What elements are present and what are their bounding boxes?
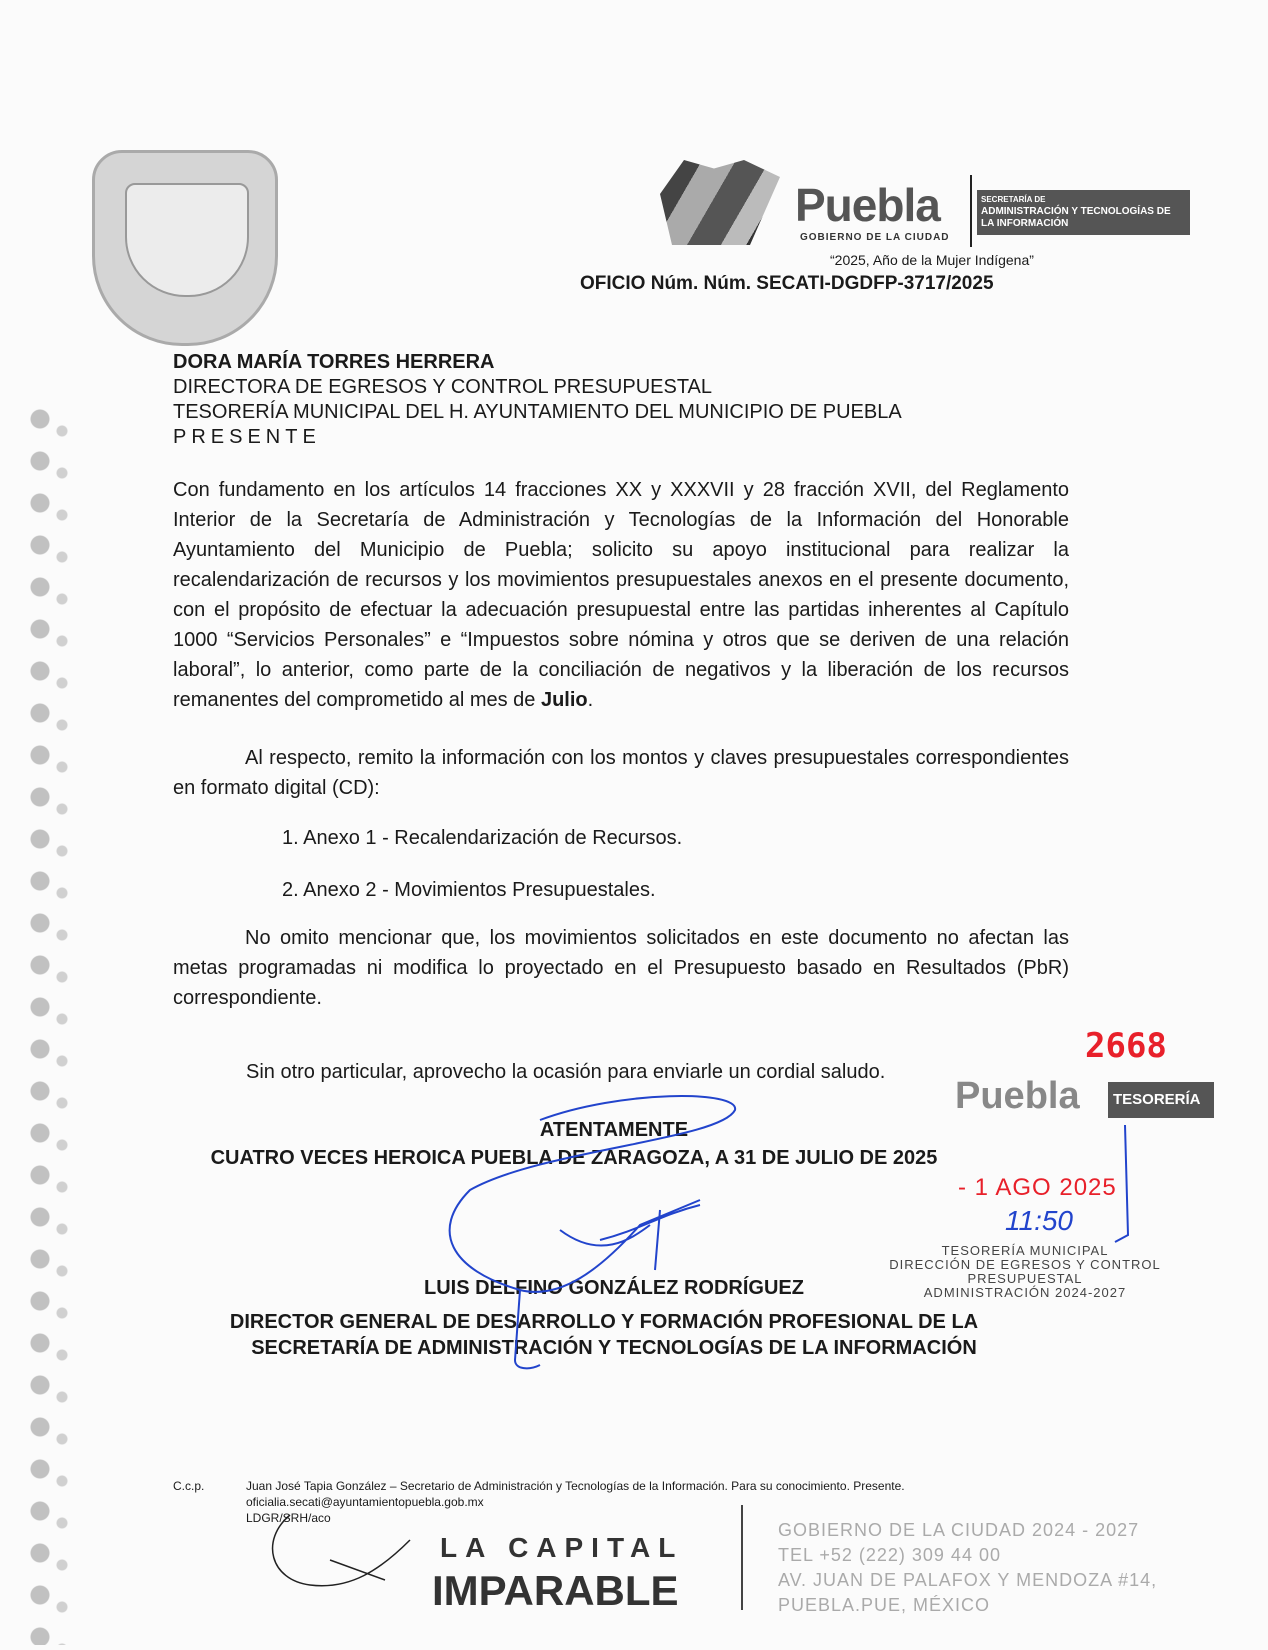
list-item: 1. Anexo 1 - Recalendarización de Recursos.: [282, 827, 683, 849]
secretaria-box: SECRETARÍA DE ADMINISTRACIÓN Y TECNOLOGÍAS DE LA INFORMACIÓN: [977, 190, 1190, 235]
stamp-logo-word: Puebla: [955, 1075, 1080, 1117]
footer-slogan-capital: LA CAPITAL: [440, 1532, 684, 1563]
paragraph-1: Con fundamento en los artículos 14 fracciones XX y XXXVII y 28 fracción XVII, del Reglamento Interior de la Secretaría de Administración y Tecnologías de la Información del Honorable Ayuntamiento del Municipio de Puebla; solicito su apoyo institucional para realizar la recalendarización de recursos y los movimientos presupuestales anexos en el presente documento, con el propósito de efectuar la adecuación presupuestal entre las partidas inherentes al Capítulo 1000 “Servicios Personales” e “Impuestos sobre nómina y otros que se deriven de una relación laboral”, lo anterior, como parte de la conciliación de negativos y la liberación de los recursos remanentes del comprometido al mes de Julio.: [173, 479, 1069, 711]
oficio-number: OFICIO Núm. Núm. SECATI-DGDFP-3717/2025: [580, 273, 994, 294]
tesoreria-box: TESORERÍA: [1108, 1082, 1214, 1118]
paragraph-3: No omito mencionar que, los movimientos solicitados en este documento no afectan las metas programadas ni modifica lo proyectado en el Presupuesto basado en Resultados (PbR) correspondiente.: [173, 927, 1069, 1009]
list-item: 2. Anexo 2 - Movimientos Presupuestales.: [282, 879, 656, 901]
logo-subtitle: GOBIERNO DE LA CIUDAD: [800, 232, 950, 243]
footer-slogan-imparable: IMPARABLE: [432, 1567, 679, 1614]
signer-title-2: SECRETARÍA DE ADMINISTRACIÓN Y TECNOLOGÍAS DE LA INFORMACIÓN: [251, 1337, 977, 1359]
signer-name: LUIS DELFINO GONZÁLEZ RODRÍGUEZ: [424, 1277, 804, 1299]
place-date: CUATRO VECES HEROICA PUEBLA DE ZARAGOZA, A 31 DE JULIO DE 2025: [210, 1147, 938, 1169]
presente: PRESENTE: [173, 426, 321, 448]
recipient-title: DIRECTORA DE EGRESOS Y CONTROL PRESUPUESTAL: [173, 376, 713, 398]
signer-title-1: DIRECTOR GENERAL DE DESARROLLO Y FORMACIÓN PROFESIONAL DE LA: [229, 1311, 979, 1333]
atentamente: ATENTAMENTE: [539, 1119, 689, 1141]
footer-divider: [741, 1505, 743, 1610]
paragraph-2: Al respecto, remito la información con los montos y claves presupuestales correspondientes en formato digital (CD):: [173, 747, 1069, 799]
folio-number: 2668: [1085, 1026, 1167, 1066]
stamp-date: - 1 AGO 2025: [958, 1174, 1117, 1201]
ccp-block: Juan José Tapia González – Secretario de Administración y Tecnologías de la Información. Para su conocimiento. Presente. oficialia.secati@ayuntamientopuebla.gob.mx LDGR/SRH/aco: [246, 1479, 905, 1525]
stamp-time: 11:50: [1005, 1205, 1073, 1236]
puebla-logo-word: Puebla: [795, 179, 940, 231]
recipient-name: DORA MARÍA TORRES HERRERA: [173, 351, 495, 373]
recipient-org: TESORERÍA MUNICIPAL DEL H. AYUNTAMIENTO DEL MUNICIPIO DE PUEBLA: [173, 401, 902, 423]
ccp-label: C.c.p.: [173, 1479, 205, 1493]
closing-line: Sin otro particular, aprovecho la ocasión para enviarle un cordial saludo.: [246, 1061, 886, 1083]
stamp-text: TESORERÍA MUNICIPAL DIRECCIÓN DE EGRESOS Y CONTROL PRESUPUESTAL ADMINISTRACIÓN 2024-2027: [889, 1243, 1161, 1300]
year-motto: “2025, Año de la Mujer Indígena”: [830, 252, 1034, 268]
footer-contact: GOBIERNO DE LA CIUDAD 2024 - 2027 TEL +52 (222) 309 44 00 AV. JUAN DE PALAFOX Y MENDOZA #14, PUEBLA.PUE, MÉXICO: [778, 1520, 1158, 1615]
